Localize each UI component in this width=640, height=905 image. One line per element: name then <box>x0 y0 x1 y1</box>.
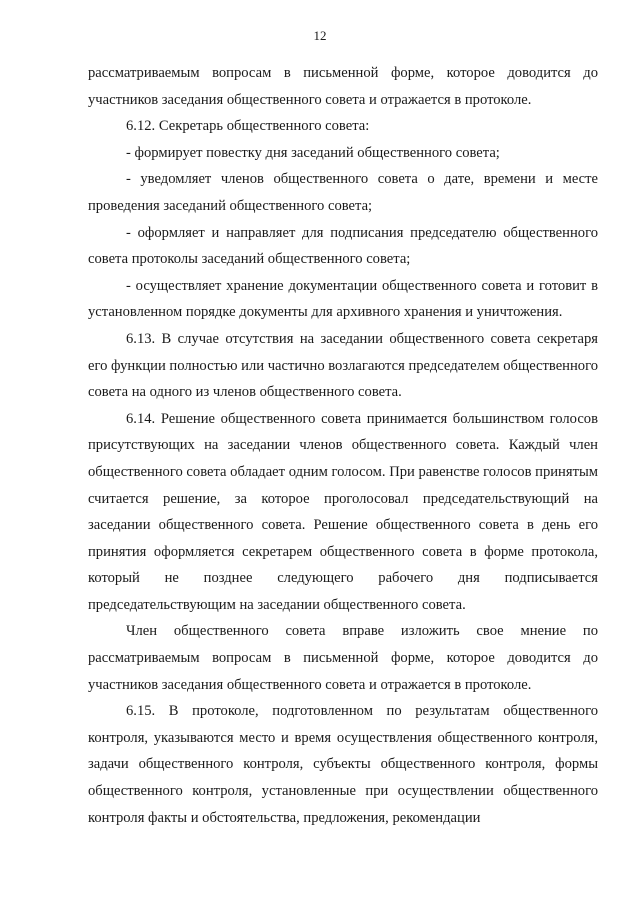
paragraph-6-15: 6.15. В протоколе, подготовленном по результатам общественного контроля, указываются место и время осуществления общественного контроля, задачи общественного контроля, субъекты общественного контроля, формы общественного контроля, установленные при осуществлении общественного контроля факты и обстоятельства, предложения, рекомендации <box>88 703 598 826</box>
paragraph-6-14: 6.14. Решение общественного совета принимается большинством голосов присутствующих на заседании членов общественного совета. Каждый член общественного совета обладает одним голосом. При равенстве голосов принятым считается решение, за которое проголосовал председательствующий на заседании общественного совета. Решение общественного совета в день его принятия оформляется секретарем общественного совета в форме протокола, который не позднее следующего рабочего дня подписывается председательствующим на заседании общественного совета. <box>88 410 598 613</box>
paragraph-continuation: рассматриваемым вопросам в письменной форме, которое доводится до участников заседания общественного совета и отражается в протоколе. <box>88 65 598 108</box>
document-body <box>88 60 598 831</box>
page-number: 12 <box>313 28 327 43</box>
list-item-agenda: - формирует повестку дня заседаний общественного совета; <box>126 144 500 161</box>
list-item-storage: - осуществляет хранение документации общественного совета и готовит в установленном порядке документы для архивного хранения и уничтожения. <box>88 277 598 321</box>
paragraph-6-13: 6.13. В случае отсутствия на заседании общественного совета секретаря его функции полностью или частично возлагаются председателем общественного совета на одного из членов общественного совета. <box>88 330 599 401</box>
paragraph-member-opinion: Член общественного совета вправе изложить свое мнение по рассматриваемым вопросам в письменной форме, которое доводится до участников заседания общественного совета и отражается в протоколе. <box>88 623 598 693</box>
list-item-notify: - уведомляет членов общественного совета о дате, времени и месте проведения заседаний общественного совета; <box>88 171 598 214</box>
paragraph-6-12-heading: 6.12. Секретарь общественного совета: <box>126 118 370 135</box>
list-item-protocols: - оформляет и направляет для подписания председателю общественного совета протоколы заседаний общественного совета; <box>88 224 598 268</box>
